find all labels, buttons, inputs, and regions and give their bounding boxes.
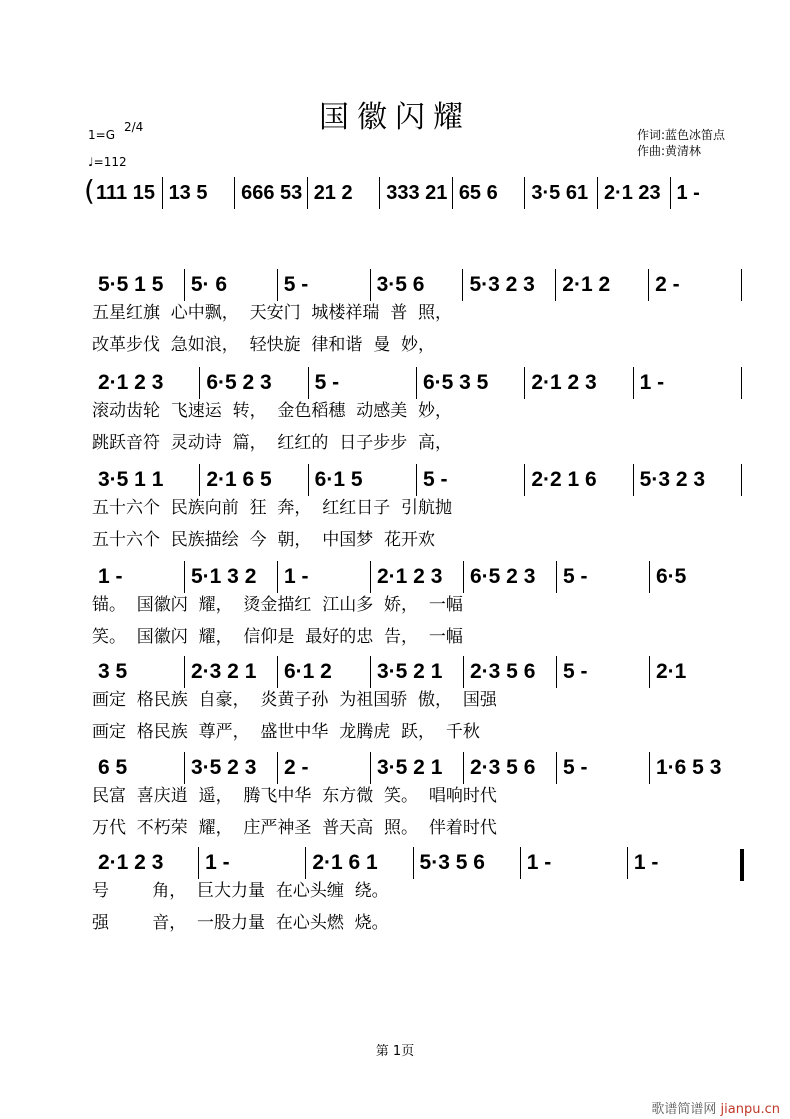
measure: 21 2: [313, 181, 353, 204]
measure: 6·5 2 3: [206, 371, 272, 394]
score-system-7: [92, 846, 742, 946]
measure: 3·5 61: [531, 181, 589, 204]
measure: 333 21: [386, 181, 448, 204]
measure: 2·1 2: [562, 273, 611, 296]
measure: 65 6: [458, 181, 498, 204]
lyricist-credit: 作词:蓝色冰笛点: [637, 128, 726, 142]
notes-row: [92, 463, 742, 497]
watermark-site: jianpu.cn: [720, 1102, 780, 1117]
measure: 5 -: [314, 371, 340, 394]
score-system-5: [92, 655, 742, 755]
measure: 1 -: [633, 851, 659, 874]
measure: 6·5 2 3: [470, 565, 536, 588]
measure: 3·5 2 3: [191, 756, 257, 779]
measure: 1 -: [284, 565, 309, 588]
measure: 2·2 1 6: [531, 468, 597, 491]
final-barline: [740, 849, 744, 881]
measure: 5·3 2 3: [639, 468, 706, 491]
measure: 6·5 3 5: [422, 371, 489, 394]
measure: 5 -: [563, 756, 588, 779]
score-system-4: [92, 560, 742, 660]
measure: 1 -: [639, 371, 665, 394]
intro-notes: [90, 176, 742, 210]
lyrics-verse-2: 跳跃音符 灵动诗 篇， 红红的 日子步步 高，: [92, 433, 453, 453]
notes-row: [92, 846, 742, 880]
lyrics-verse-1: 号 角， 巨大力量 在心头缠 绕。: [92, 881, 389, 901]
measure: 2·1: [656, 660, 687, 683]
notes-row: [92, 751, 742, 785]
measure: 2·1 2 3: [377, 565, 443, 588]
measure: 3·5 6: [376, 273, 425, 296]
measure: 2·1 2 3: [98, 371, 164, 394]
page-number: 第 1页: [375, 1044, 415, 1059]
measure: 6 5: [98, 756, 128, 779]
measure: 5·3 5 6: [419, 851, 485, 874]
measure: 1 -: [526, 851, 552, 874]
intro-system: [84, 174, 742, 212]
measure: 6·5: [656, 565, 687, 588]
measure: 5 -: [563, 660, 588, 683]
measure: 2·3 2 1: [191, 660, 257, 683]
measure: 6·1 5: [314, 468, 363, 491]
measure: 1 -: [98, 565, 123, 588]
measure: 2·1 6 1: [312, 851, 378, 874]
score-system-6: [92, 751, 742, 851]
measure: 2 -: [284, 756, 309, 779]
song-title: 国徽闪耀: [319, 100, 471, 135]
notes-row: [92, 366, 742, 400]
measure: 2·1 2 3: [98, 851, 164, 874]
measure: 5·3 2 3: [469, 273, 535, 296]
measure: 6·1 2: [284, 660, 332, 683]
measure: 5 -: [563, 565, 588, 588]
notes-row: [92, 268, 742, 302]
repeat-paren: (: [84, 174, 95, 207]
key-signature: 1=G: [88, 128, 115, 142]
measure: 3·5 2 1: [377, 756, 443, 779]
lyrics-verse-1: 画定 格民族 自豪， 炎黄子孙 为祖国骄 傲， 国强: [92, 690, 497, 710]
measure: 5 -: [283, 273, 309, 296]
measure: 3·5 2 1: [377, 660, 443, 683]
lyrics-verse-2: 改革步伐 急如浪， 轻快旋 律和谐 曼 妙，: [92, 335, 436, 355]
measure: 111 15: [96, 181, 155, 204]
lyrics-verse-1: 民富 喜庆逍 遥， 腾飞中华 东方微 笑。 唱响时代: [92, 786, 497, 806]
lyrics-verse-1: 滚动齿轮 飞速运 转， 金色稻穗 动感美 妙，: [92, 401, 453, 421]
measure: 13 5: [168, 181, 208, 204]
watermark: [651, 1098, 780, 1117]
tempo-marking: ♩=112: [88, 155, 127, 169]
time-signature: 2/4: [124, 120, 144, 134]
lyrics-verse-2: 五十六个 民族描绘 今 朝， 中国梦 花开欢: [92, 530, 436, 550]
notes-row: [92, 560, 742, 594]
lyrics-verse-2: 强 音， 一股力量 在心头燃 烧。: [92, 913, 389, 933]
lyrics-verse-1: 五星红旗 心中飘， 天安门 城楼祥瑞 普 照，: [92, 303, 453, 323]
score-system-1: [92, 268, 742, 368]
lyrics-verse-2: 万代 不朽荣 耀， 庄严神圣 普天高 照。 伴着时代: [92, 818, 497, 838]
notes-row: [92, 655, 742, 689]
measure: 5 -: [422, 468, 448, 491]
measure: 3·5 1 1: [98, 468, 164, 491]
measure: 2·1 6 5: [206, 468, 272, 491]
measure: 2·1 2 3: [531, 371, 597, 394]
measure: 5·5 1 5: [98, 273, 164, 296]
measure: 1 -: [205, 851, 230, 874]
lyrics-verse-2: 画定 格民族 尊严， 盛世中华 龙腾虎 跃， 千秋: [92, 722, 480, 742]
measure: 5·1 3 2: [191, 565, 257, 588]
lyrics-verse-1: 五十六个 民族向前 狂 奔， 红红日子 引航抛: [92, 498, 453, 518]
score-system-3: [92, 463, 742, 563]
measure: 2·3 5 6: [470, 660, 536, 683]
measure: 2 -: [655, 273, 680, 296]
measure: 1 -: [676, 181, 700, 204]
measure: 1·6 5 3: [656, 756, 722, 779]
composer-credit: 作曲:黄清林: [637, 144, 702, 158]
measure: 2·3 5 6: [470, 756, 536, 779]
measure: 3 5: [98, 660, 128, 683]
lyrics-verse-2: 笑。 国徽闪 耀， 信仰是 最好的忠 告， 一幅: [92, 627, 463, 647]
measure: 5· 6: [190, 273, 228, 296]
measure: 2·1 23: [603, 181, 661, 204]
measure: 666 53: [241, 181, 303, 204]
score-system-2: [92, 366, 742, 466]
watermark-text: 歌谱简谱网: [651, 1102, 717, 1117]
lyrics-verse-1: 锚。 国徽闪 耀， 烫金描红 江山多 娇， 一幅: [92, 595, 463, 615]
